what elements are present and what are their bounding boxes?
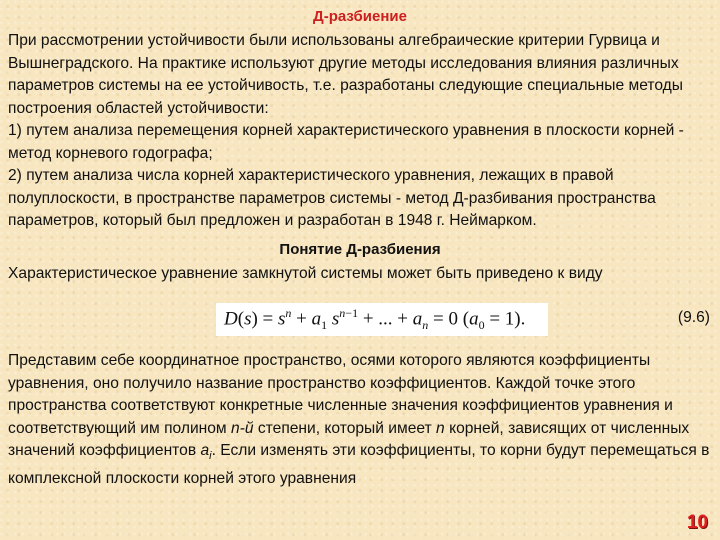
page-number: 10 [686,512,708,533]
section-subtitle: Понятие Д-разбиения [279,241,441,258]
equation-number: (9.6) [677,309,710,326]
slide-title: Д-разбиение [313,8,407,25]
final-paragraph: Представим себе координатное пространство, осями которого являются коэффициенты уравнения, оно получило название пространство коэффициентов. Каждой точке этого пространства соответствуют конкретные численные значения коэффициентов уравнения и соответствующий им полином n-й степени, который имеет n корней, зависящих от численных значений коэффициентов $a_i$. Если изменять эти коэффициенты, то корни будут перемещаться в комплексной плоскости корней этого уравнения [8,352,710,488]
intro-paragraph: При рассмотрении устойчивости были использованы алгебраические критерии Гурвица и Вышнеградского. На практике используют другие методы исследования влияния различных параметров системы на ее устойчивость, т.е. разработаны следующие специальные методы построения областей устойчивости: [8,32,683,117]
characteristic-equation-text: Характеристическое уравнение замкнутой системы может быть приведено к виду [8,265,603,282]
method-1-paragraph: 1) путем анализа перемещения корней характеристического уравнения в плоскости корней - метод корневого годографа; [8,122,684,162]
equation-image: $D(s) = s^n + a_1$ $s^{n-1}$ + ... + $a_n = 0$ $(a_0 = 1)$. [216,303,548,336]
method-2-paragraph: 2) путем анализа числа корней характеристического уравнения, лежащих в правой полуплоскости, в пространстве параметров системы - метод Д-разбивания пространства параметров, который был предложен и разработан в 1948 г. Неймарком. [8,167,656,230]
